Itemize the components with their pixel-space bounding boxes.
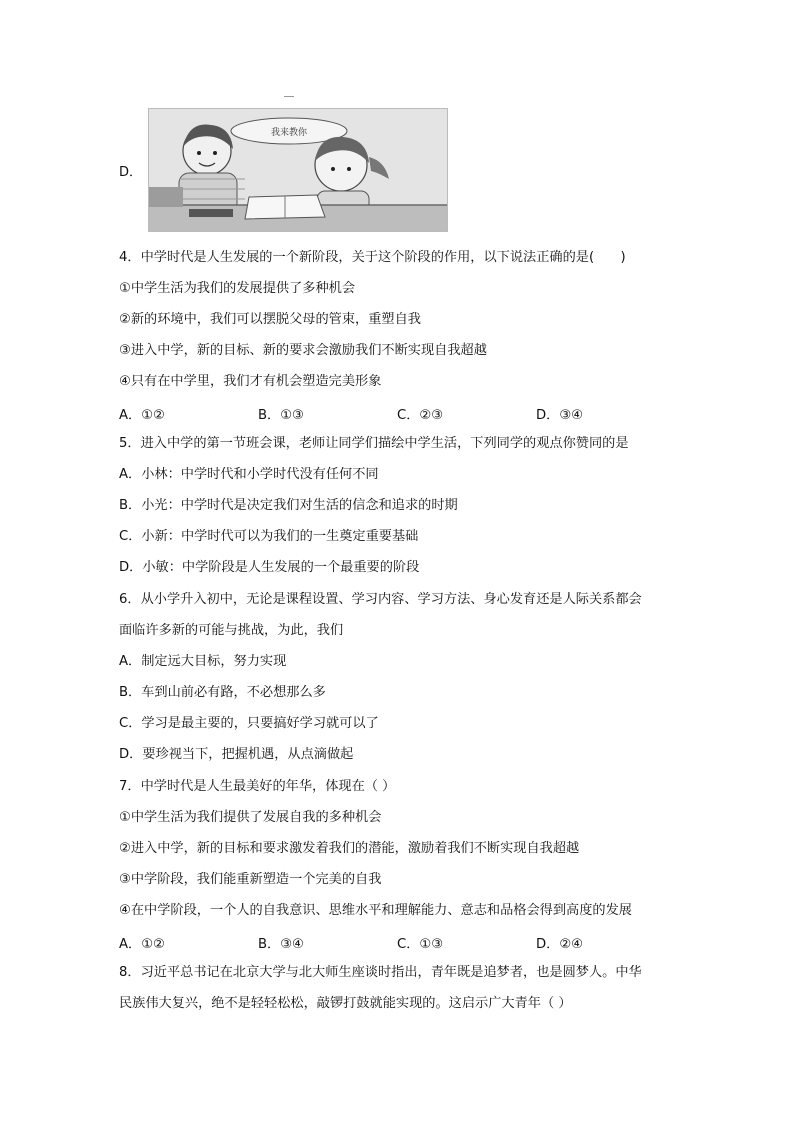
cartoon-image bbox=[149, 109, 447, 231]
question-5-option-b[interactable]: B．小光：中学时代是决定我们对生活的信念和追求的时期 bbox=[119, 498, 458, 513]
question-4-statement-1: ①中学生活为我们的发展提供了多种机会 bbox=[119, 281, 356, 296]
question-6-option-b[interactable]: B．车到山前必有路，不必想那么多 bbox=[119, 685, 326, 700]
question-6-option-a[interactable]: A．制定远大目标，努力实现 bbox=[119, 654, 287, 669]
question-4-choice-b[interactable]: B．①③ bbox=[258, 408, 304, 423]
question-4-statement-2: ②新的环境中，我们可以摆脱父母的管束，重塑自我 bbox=[119, 312, 421, 327]
question-4-choices bbox=[119, 404, 679, 422]
speech-bubble-text: 我来教你 bbox=[270, 128, 308, 138]
question-6-stem-line-1: 6．从小学升入初中，无论是课程设置、学习内容、学习方法、身心发育还是人际关系都会 bbox=[119, 592, 642, 607]
question-7-choice-c[interactable]: C．①③ bbox=[397, 937, 444, 952]
question-4-choice-c[interactable]: C．②③ bbox=[397, 408, 444, 423]
question-4-choice-a[interactable]: A．①② bbox=[119, 408, 165, 423]
question-7-statement-1: ①中学生活为我们提供了发展自我的多种机会 bbox=[119, 810, 382, 825]
question-4-statement-4: ④只有在中学里，我们才有机会塑造完美形象 bbox=[119, 374, 382, 389]
question-6-option-c[interactable]: C．学习是最主要的，只要搞好学习就可以了 bbox=[119, 716, 379, 731]
question-8-stem-line-2: 民族伟大复兴，绝不是轻轻松松，敲锣打鼓就能实现的。这启示广大青年（ ） bbox=[119, 996, 572, 1011]
question-4-statement-3: ③进入中学，新的目标、新的要求会激励我们不断实现自我超越 bbox=[119, 343, 487, 358]
cartoon-illustration bbox=[148, 108, 448, 232]
question-7-choice-b[interactable]: B．③④ bbox=[258, 937, 304, 952]
scan-mark bbox=[284, 96, 294, 97]
question-7-choice-a[interactable]: A．①② bbox=[119, 937, 165, 952]
question-7-statement-3: ③中学阶段，我们能重新塑造一个完美的自我 bbox=[119, 872, 382, 887]
question-6-stem-line-2: 面临许多新的可能与挑战，为此，我们 bbox=[119, 623, 344, 638]
question-5-option-c[interactable]: C．小新：中学时代可以为我们的一生奠定重要基础 bbox=[119, 529, 419, 544]
option-d-label: D． bbox=[119, 165, 143, 180]
question-5-option-d[interactable]: D．小敏：中学阶段是人生发展的一个最重要的阶段 bbox=[119, 560, 420, 575]
question-8-stem-line-1: 8．习近平总书记在北京大学与北大师生座谈时指出，青年既是追梦者，也是圆梦人。中华 bbox=[119, 965, 642, 980]
question-5-option-a[interactable]: A．小林：中学时代和小学时代没有任何不同 bbox=[119, 467, 379, 482]
question-5-stem: 5．进入中学的第一节班会课，老师让同学们描绘中学生活，下列同学的观点你赞同的是 bbox=[119, 436, 629, 451]
question-7-statement-2: ②进入中学，新的目标和要求激发着我们的潜能，激励着我们不断实现自我超越 bbox=[119, 841, 580, 856]
question-7-statement-4: ④在中学阶段，一个人的自我意识、思维水平和理解能力、意志和品格会得到高度的发展 bbox=[119, 903, 632, 918]
question-4-choice-d[interactable]: D．③④ bbox=[536, 408, 583, 423]
question-7-choice-d[interactable]: D．②④ bbox=[536, 937, 583, 952]
question-7-choices bbox=[119, 933, 679, 951]
question-7-stem: 7．中学时代是人生最美好的年华，体现在（ ） bbox=[119, 779, 396, 794]
question-6-option-d[interactable]: D．要珍视当下，把握机遇，从点滴做起 bbox=[119, 747, 354, 762]
question-4-stem: 4．中学时代是人生发展的一个新阶段，关于这个阶段的作用，以下说法正确的是( ) bbox=[119, 250, 626, 265]
